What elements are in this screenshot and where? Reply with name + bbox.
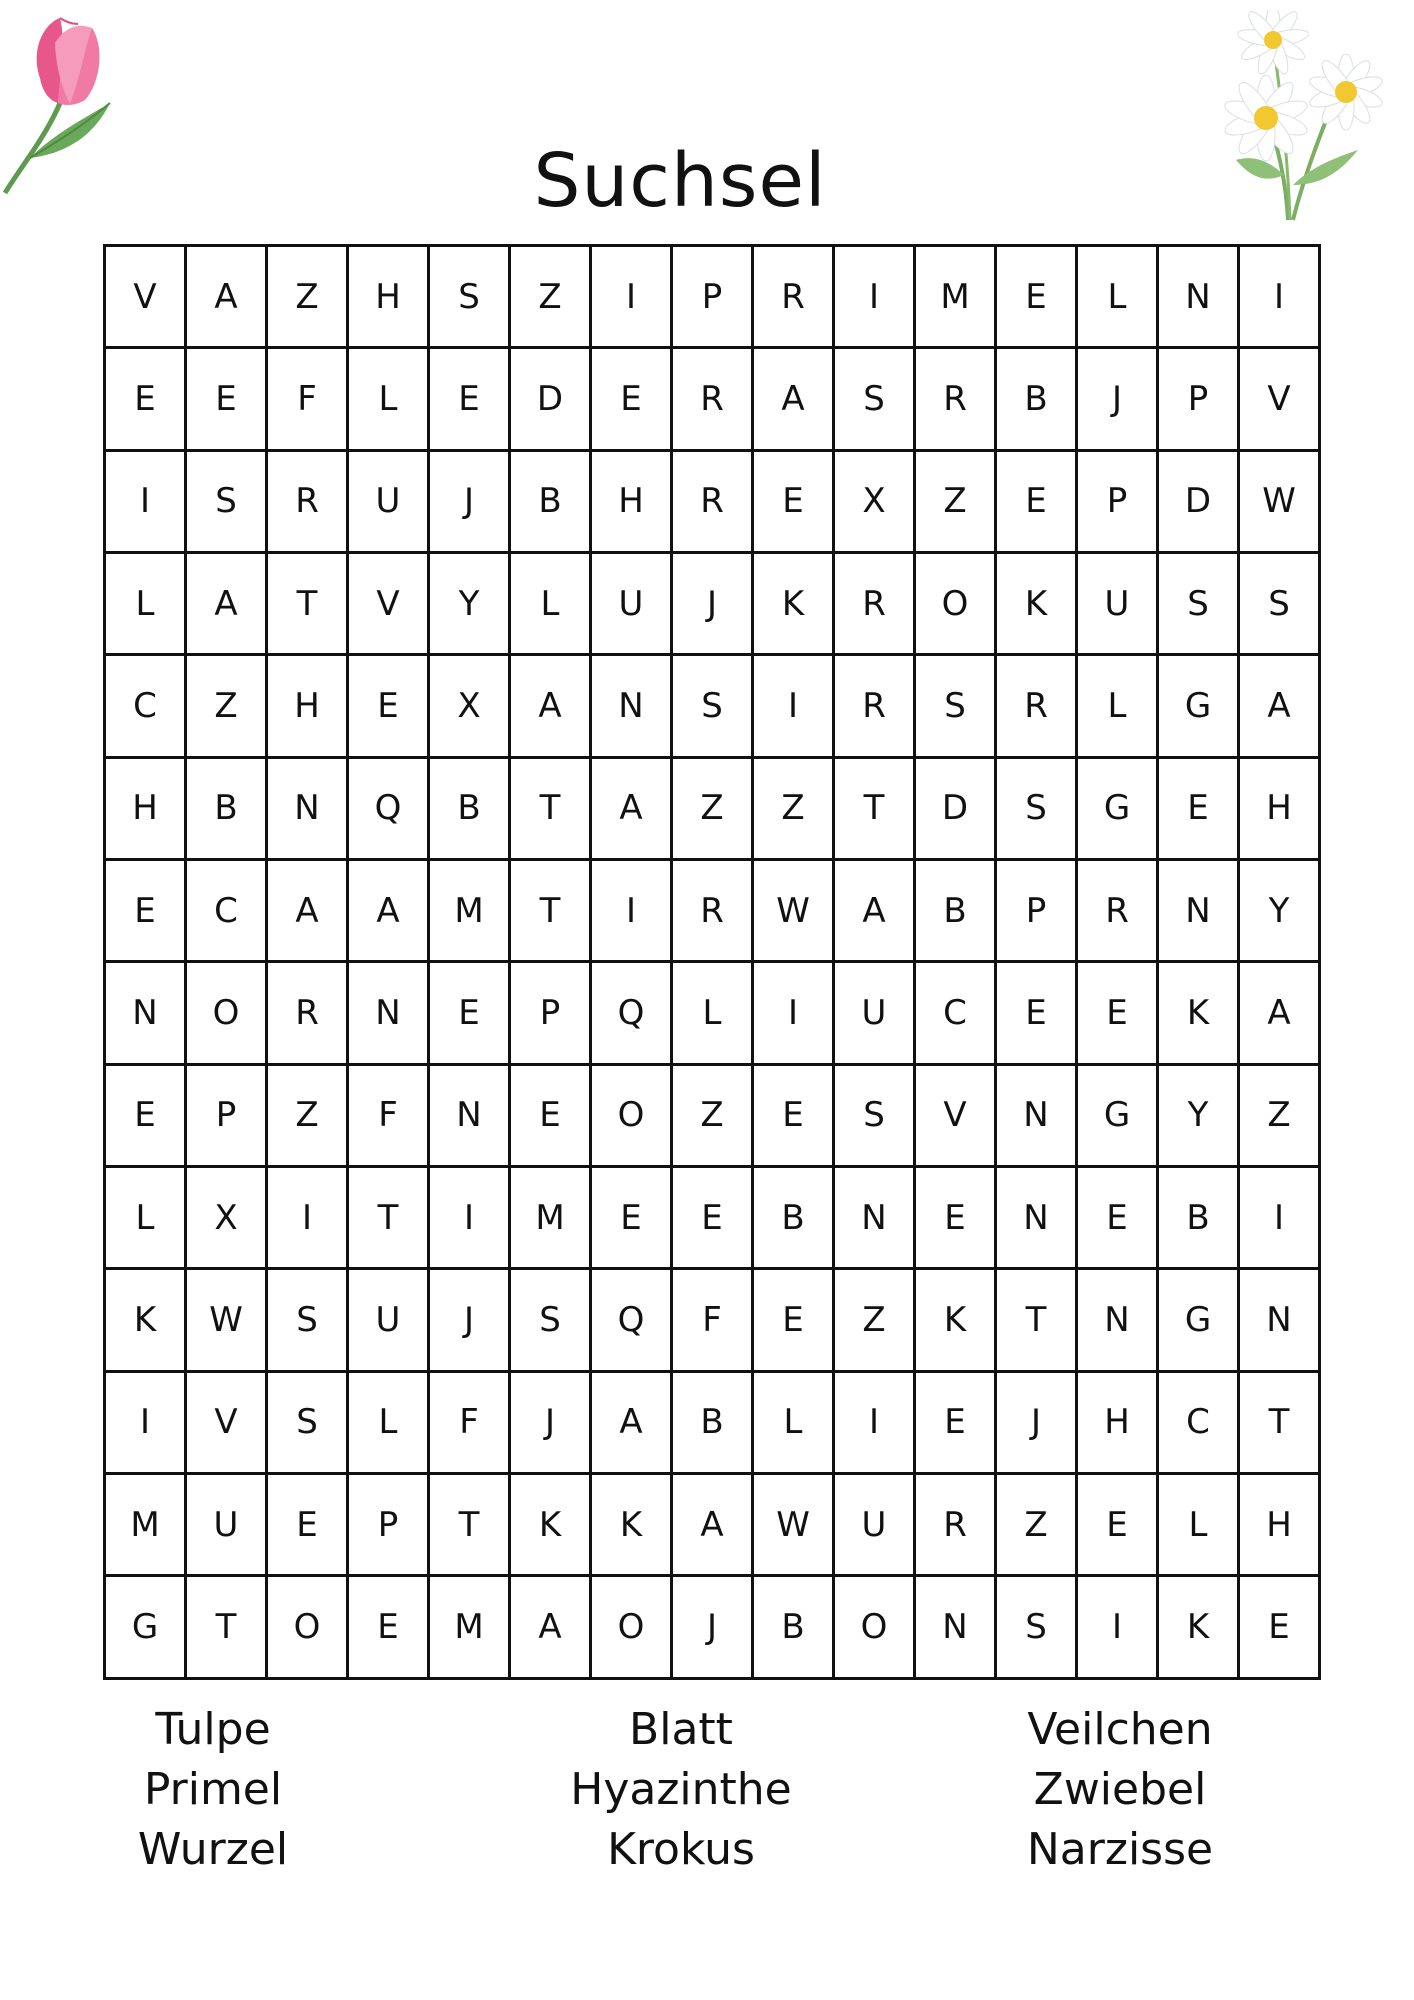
grid-cell: I [591, 246, 672, 348]
grid-cell: W [186, 1269, 267, 1371]
grid-cell: H [267, 655, 348, 757]
grid-cell: S [915, 655, 996, 757]
grid-cell: L [105, 1167, 186, 1269]
grid-cell: H [591, 450, 672, 552]
grid-cell: S [267, 1269, 348, 1371]
grid-cell: A [834, 860, 915, 962]
grid-cell: C [105, 655, 186, 757]
grid-cell: B [996, 348, 1077, 450]
grid-cell: N [834, 1167, 915, 1269]
grid-cell: E [105, 1064, 186, 1166]
grid-cell: A [186, 246, 267, 348]
grid-cell: I [1239, 246, 1320, 348]
grid-cell: T [267, 553, 348, 655]
grid-cell: N [996, 1167, 1077, 1269]
grid-cell: U [591, 553, 672, 655]
grid-cell: W [753, 860, 834, 962]
grid-cell: L [348, 1371, 429, 1473]
word-item: Tulpe [155, 1704, 271, 1755]
grid-cell: K [510, 1474, 591, 1576]
grid-cell: E [429, 962, 510, 1064]
word-item: Veilchen [1027, 1704, 1213, 1755]
grid-cell: U [348, 1269, 429, 1371]
grid-cell: U [348, 450, 429, 552]
grid-cell: U [1077, 553, 1158, 655]
grid-cell: W [1239, 450, 1320, 552]
grid-cell: Q [591, 962, 672, 1064]
grid-row [105, 1474, 1320, 1576]
grid-cell: T [834, 757, 915, 859]
grid-cell: M [510, 1167, 591, 1269]
grid-cell: B [186, 757, 267, 859]
grid-cell: Z [915, 450, 996, 552]
grid-cell: C [1158, 1371, 1239, 1473]
grid-cell: R [672, 348, 753, 450]
grid-cell: I [834, 1371, 915, 1473]
grid-cell: V [348, 553, 429, 655]
grid-cell: I [591, 860, 672, 962]
word-list-column-3 [970, 1700, 1270, 1880]
grid-cell: J [429, 1269, 510, 1371]
grid-cell: W [753, 1474, 834, 1576]
grid-cell: E [591, 348, 672, 450]
grid-cell: X [429, 655, 510, 757]
grid-cell: P [996, 860, 1077, 962]
word-item: Wurzel [137, 1824, 289, 1875]
grid-cell: O [591, 1064, 672, 1166]
grid-cell: P [672, 246, 753, 348]
grid-cell: R [834, 553, 915, 655]
grid-row [105, 1576, 1320, 1679]
grid-cell: S [672, 655, 753, 757]
grid-cell: T [510, 757, 591, 859]
grid-cell: T [429, 1474, 510, 1576]
grid-cell: N [267, 757, 348, 859]
grid-cell: E [591, 1167, 672, 1269]
page-title: Suchsel [533, 138, 827, 224]
grid-cell: E [753, 1269, 834, 1371]
grid-cell: N [591, 655, 672, 757]
grid-cell: G [105, 1576, 186, 1679]
grid-cell: G [1077, 757, 1158, 859]
grid-cell: H [1239, 757, 1320, 859]
grid-cell: M [429, 860, 510, 962]
grid-cell: R [915, 348, 996, 450]
grid-cell: B [753, 1576, 834, 1679]
grid-row [105, 553, 1320, 655]
grid-cell: H [105, 757, 186, 859]
grid-cell: F [348, 1064, 429, 1166]
word-item: Narzisse [1026, 1824, 1214, 1875]
grid-cell: A [672, 1474, 753, 1576]
grid-cell: Z [834, 1269, 915, 1371]
grid-cell: K [1158, 962, 1239, 1064]
grid-cell: R [996, 655, 1077, 757]
grid-cell: R [834, 655, 915, 757]
grid-cell: T [510, 860, 591, 962]
grid-cell: O [834, 1576, 915, 1679]
grid-cell: Z [672, 1064, 753, 1166]
grid-cell: I [834, 246, 915, 348]
grid-cell: E [753, 1064, 834, 1166]
grid-row [105, 860, 1320, 962]
grid-cell: I [753, 962, 834, 1064]
grid-cell: E [105, 860, 186, 962]
grid-cell: P [348, 1474, 429, 1576]
grid-cell: F [672, 1269, 753, 1371]
grid-cell: C [186, 860, 267, 962]
grid-cell: S [834, 348, 915, 450]
grid-cell: O [186, 962, 267, 1064]
grid-cell: R [1077, 860, 1158, 962]
grid-cell: Q [348, 757, 429, 859]
word-item: Krokus [607, 1824, 755, 1875]
grid-cell: I [753, 655, 834, 757]
grid-cell: A [591, 757, 672, 859]
grid-cell: S [834, 1064, 915, 1166]
grid-cell: Z [267, 246, 348, 348]
grid-cell: H [1077, 1371, 1158, 1473]
grid-cell: R [915, 1474, 996, 1576]
grid-cell: V [186, 1371, 267, 1473]
grid-row [105, 655, 1320, 757]
grid-cell: T [348, 1167, 429, 1269]
letter-grid-table [103, 244, 1321, 1680]
grid-cell: L [1077, 655, 1158, 757]
grid-cell: U [834, 962, 915, 1064]
grid-cell: Y [1239, 860, 1320, 962]
grid-cell: R [753, 246, 834, 348]
grid-cell: E [753, 450, 834, 552]
grid-cell: E [672, 1167, 753, 1269]
grid-cell: A [753, 348, 834, 450]
grid-cell: Z [672, 757, 753, 859]
word-item: Primel [143, 1764, 283, 1815]
grid-cell: B [753, 1167, 834, 1269]
grid-cell: I [1239, 1167, 1320, 1269]
grid-cell: M [915, 246, 996, 348]
grid-cell: E [915, 1371, 996, 1473]
grid-cell: J [672, 1576, 753, 1679]
grid-row [105, 348, 1320, 450]
grid-cell: A [591, 1371, 672, 1473]
grid-cell: I [1077, 1576, 1158, 1679]
grid-row [105, 1371, 1320, 1473]
grid-cell: J [510, 1371, 591, 1473]
grid-cell: P [186, 1064, 267, 1166]
grid-cell: I [429, 1167, 510, 1269]
grid-cell: A [510, 655, 591, 757]
grid-cell: T [996, 1269, 1077, 1371]
grid-cell: G [1158, 655, 1239, 757]
grid-cell: N [429, 1064, 510, 1166]
grid-cell: P [1158, 348, 1239, 450]
grid-cell: N [996, 1064, 1077, 1166]
grid-cell: M [429, 1576, 510, 1679]
grid-cell: J [996, 1371, 1077, 1473]
grid-cell: G [1158, 1269, 1239, 1371]
grid-cell: S [510, 1269, 591, 1371]
grid-cell: M [105, 1474, 186, 1576]
grid-cell: E [915, 1167, 996, 1269]
grid-cell: E [429, 348, 510, 450]
grid-cell: F [267, 348, 348, 450]
grid-cell: N [915, 1576, 996, 1679]
grid-cell: E [996, 450, 1077, 552]
grid-cell: Z [753, 757, 834, 859]
grid-cell: I [267, 1167, 348, 1269]
grid-cell: C [915, 962, 996, 1064]
grid-cell: T [186, 1576, 267, 1679]
word-list-column-1 [63, 1700, 363, 1880]
grid-cell: L [348, 348, 429, 450]
grid-cell: L [510, 553, 591, 655]
grid-cell: S [186, 450, 267, 552]
grid-cell: D [510, 348, 591, 450]
grid-cell: N [348, 962, 429, 1064]
grid-cell: Z [1239, 1064, 1320, 1166]
grid-cell: V [915, 1064, 996, 1166]
grid-cell: A [267, 860, 348, 962]
grid-cell: E [1077, 1474, 1158, 1576]
grid-cell: F [429, 1371, 510, 1473]
grid-row [105, 1064, 1320, 1166]
letter-grid [103, 244, 1321, 1680]
grid-cell: E [996, 962, 1077, 1064]
grid-cell: N [1239, 1269, 1320, 1371]
grid-cell: K [753, 553, 834, 655]
grid-cell: B [672, 1371, 753, 1473]
grid-cell: E [1077, 1167, 1158, 1269]
grid-cell: E [186, 348, 267, 450]
grid-cell: E [510, 1064, 591, 1166]
grid-cell: K [996, 553, 1077, 655]
grid-cell: R [267, 450, 348, 552]
grid-cell: O [915, 553, 996, 655]
grid-cell: S [429, 246, 510, 348]
grid-cell: N [1158, 860, 1239, 962]
grid-cell: H [1239, 1474, 1320, 1576]
grid-cell: V [1239, 348, 1320, 450]
grid-cell: L [105, 553, 186, 655]
grid-cell: A [1239, 655, 1320, 757]
grid-cell: H [348, 246, 429, 348]
grid-cell: S [996, 757, 1077, 859]
grid-cell: A [186, 553, 267, 655]
grid-cell: A [348, 860, 429, 962]
grid-row [105, 962, 1320, 1064]
grid-cell: V [105, 246, 186, 348]
grid-cell: S [996, 1576, 1077, 1679]
grid-cell: B [1158, 1167, 1239, 1269]
grid-cell: E [1077, 962, 1158, 1064]
grid-cell: Q [591, 1269, 672, 1371]
grid-cell: L [672, 962, 753, 1064]
word-item: Blatt [629, 1704, 733, 1755]
grid-cell: N [1077, 1269, 1158, 1371]
grid-cell: L [1077, 246, 1158, 348]
grid-cell: B [510, 450, 591, 552]
grid-cell: O [591, 1576, 672, 1679]
grid-cell: D [915, 757, 996, 859]
grid-cell: R [672, 450, 753, 552]
grid-cell: P [1077, 450, 1158, 552]
word-item: Hyazinthe [570, 1764, 792, 1815]
grid-cell: R [672, 860, 753, 962]
grid-cell: B [429, 757, 510, 859]
grid-cell: S [267, 1371, 348, 1473]
grid-cell: Z [510, 246, 591, 348]
grid-cell: T [1239, 1371, 1320, 1473]
grid-cell: J [672, 553, 753, 655]
grid-cell: B [915, 860, 996, 962]
grid-cell: K [1158, 1576, 1239, 1679]
grid-cell: J [429, 450, 510, 552]
grid-cell: I [105, 1371, 186, 1473]
grid-cell: P [510, 962, 591, 1064]
grid-cell: Z [186, 655, 267, 757]
grid-cell: E [1158, 757, 1239, 859]
grid-cell: U [834, 1474, 915, 1576]
grid-cell: Z [267, 1064, 348, 1166]
grid-cell: Z [996, 1474, 1077, 1576]
word-item: Zwiebel [1033, 1764, 1207, 1815]
grid-cell: A [1239, 962, 1320, 1064]
grid-cell: N [1158, 246, 1239, 348]
grid-cell: E [996, 246, 1077, 348]
grid-cell: I [105, 450, 186, 552]
grid-cell: Y [1158, 1064, 1239, 1166]
grid-cell: A [510, 1576, 591, 1679]
grid-row [105, 450, 1320, 552]
grid-cell: X [186, 1167, 267, 1269]
grid-cell: K [591, 1474, 672, 1576]
grid-cell: S [1158, 553, 1239, 655]
grid-cell: K [915, 1269, 996, 1371]
grid-cell: E [267, 1474, 348, 1576]
grid-cell: G [1077, 1064, 1158, 1166]
grid-cell: O [267, 1576, 348, 1679]
grid-cell: L [1158, 1474, 1239, 1576]
grid-cell: J [1077, 348, 1158, 450]
grid-row [105, 246, 1320, 348]
grid-row [105, 757, 1320, 859]
grid-cell: L [753, 1371, 834, 1473]
grid-cell: U [186, 1474, 267, 1576]
grid-cell: R [267, 962, 348, 1064]
grid-cell: K [105, 1269, 186, 1371]
grid-cell: S [1239, 553, 1320, 655]
grid-cell: Y [429, 553, 510, 655]
grid-cell: X [834, 450, 915, 552]
grid-cell: E [1239, 1576, 1320, 1679]
grid-cell: E [105, 348, 186, 450]
word-list-column-2 [531, 1700, 831, 1880]
grid-row [105, 1269, 1320, 1371]
grid-cell: D [1158, 450, 1239, 552]
grid-cell: E [348, 1576, 429, 1679]
grid-cell: N [105, 962, 186, 1064]
grid-cell: E [348, 655, 429, 757]
grid-row [105, 1167, 1320, 1269]
